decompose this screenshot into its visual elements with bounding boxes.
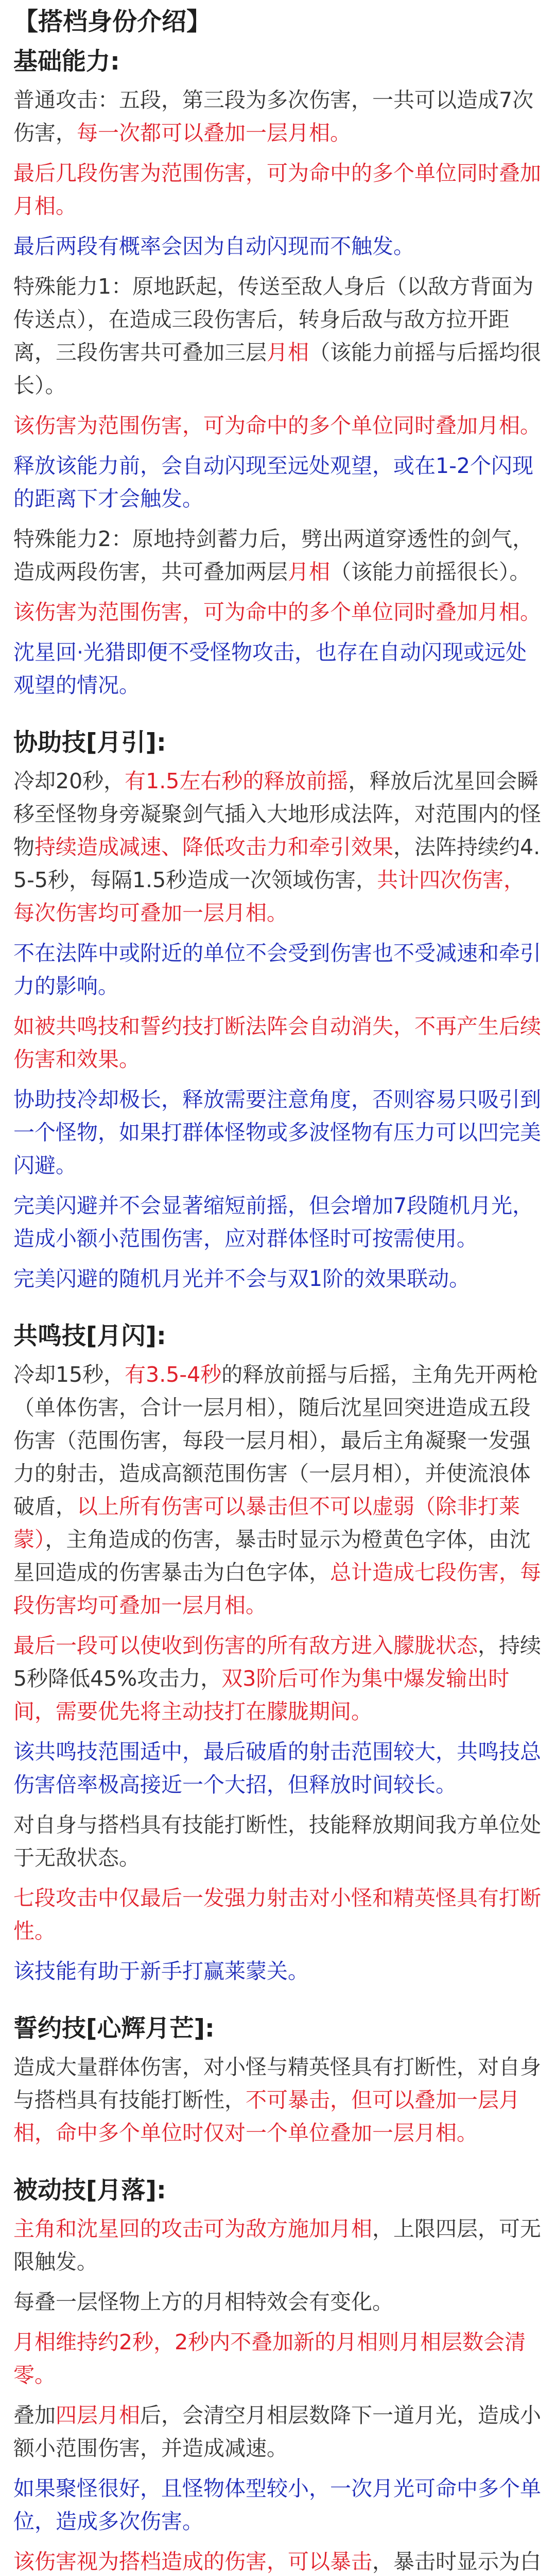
- section: [13, 1320, 543, 1988]
- highlight-red-text: 最后一段可以使收到伤害的所有敌方进入朦胧状态: [13, 1633, 478, 1658]
- highlight-red-text: 不可暴击，但可以叠加一层月相，命中多个单位时仅对一个单位叠加一层月相。: [13, 2088, 520, 2145]
- body-text: 对自身与搭档具有技能打断性，技能释放期间我方单位处于无敌状态。: [13, 1812, 541, 1870]
- paragraph: [13, 937, 543, 1003]
- paragraph: [13, 1629, 543, 1728]
- body-text: 特殊能力1：原地跃起，传送至敌人身后（以敌方背面为传送点），在造成三段伤害后，转身后敌与敌方拉开距离，三段伤害共可叠加三层: [13, 274, 534, 365]
- paragraph: [13, 1358, 543, 1622]
- highlight-blue-text: 该共鸣技范围适中，最后破盾的射击范围较大，共鸣技总伤害倍率极高接近一个大招，但释放时间较长。: [13, 1739, 541, 1797]
- highlight-red-text: 以上所有伤害可以暴击但不可以虚弱（除非打莱蒙）: [13, 1494, 520, 1552]
- paragraph: [13, 2545, 543, 2576]
- highlight-red-text: 有1.5左右秒的释放前摇: [125, 769, 349, 793]
- highlight-red-text: 有3.5-4秒: [125, 1362, 222, 1387]
- paragraph: [13, 230, 543, 263]
- sections-container: [13, 45, 543, 2576]
- body-text: ，释放后沈星回会瞬移至怪物身旁凝聚剑气插入大地形成法阵，对范围内的怪物: [13, 769, 541, 859]
- paragraph: [13, 1735, 543, 1801]
- highlight-blue-text: 最后两段有概率会因为自动闪现而不触发。: [13, 234, 414, 259]
- paragraph: [13, 1010, 543, 1076]
- section: [13, 45, 543, 702]
- body-text: 叠加: [13, 2403, 56, 2428]
- section-title: 被动技[月落]:: [13, 2176, 166, 2205]
- section: [13, 726, 543, 1295]
- section: [13, 2012, 543, 2149]
- highlight-red-text: 月相: [288, 560, 330, 584]
- paragraph: [13, 1262, 543, 1295]
- highlight-red-text: 该伤害为范围伤害，可为命中的多个单位同时叠加月相。: [13, 600, 541, 624]
- paragraph: [13, 1882, 543, 1947]
- paragraph: [13, 1083, 543, 1182]
- highlight-blue-text: 释放该能力前，会自动闪现至远处观望，或在1-2个闪现的距离下才会触发。: [13, 453, 533, 511]
- paragraph: [13, 409, 543, 442]
- body-text: ，暴击时显示为白: [372, 2549, 541, 2574]
- body-text: ，持续5秒降低45%攻击力，: [13, 1633, 541, 1691]
- highlight-blue-text: 完美闪避并不会显著缩短前摇，但会增加7段随机月光，造成小额小范围伤害，应对群体怪时可按需使用。: [13, 1193, 534, 1251]
- body-text: 冷却15秒，: [13, 1362, 125, 1387]
- highlight-red-text: 该伤害视为搭档造成的伤害，可以暴击: [13, 2549, 372, 2574]
- highlight-red-text: 如被共鸣技和誓约技打断法阵会自动消失，不再产生后续伤害和效果。: [13, 1014, 541, 1072]
- body-text: 特殊能力2：原地持剑蓄力后，劈出两道穿透性的剑气，造成两段伤害，共可叠加两层: [13, 527, 534, 584]
- body-text: 普通攻击：五段，第三段为多次伤害，一共可以造成7次伤害，: [13, 88, 534, 145]
- highlight-blue-text: 沈星回·光猎即便不受怪物攻击，也存在自动闪现或远处观望的情况。: [13, 640, 527, 698]
- highlight-blue-text: 如果聚怪很好，且怪物体型较小，一次月光可命中多个单位，造成多次伤害。: [13, 2476, 541, 2534]
- body-text: （该能力前摇很长）。: [330, 560, 531, 584]
- paragraph: [13, 1808, 543, 1874]
- paragraph: [13, 636, 543, 702]
- paragraph: [13, 83, 543, 149]
- highlight-red-text: 月相: [267, 340, 309, 365]
- paragraph: [13, 2050, 543, 2149]
- highlight-red-text: 双3阶后可作为集中爆发输出时间，需要优先将主动技打在朦胧期间。: [13, 1666, 510, 1724]
- highlight-red-text: 四层月相: [56, 2403, 140, 2428]
- body-text: ，法阵持续约4.5-5秒，每隔1.5秒造成一次领域伤害，: [13, 835, 541, 892]
- paragraph: [13, 2326, 543, 2392]
- body-text: ，上限四层，可无限触发。: [13, 2216, 541, 2274]
- highlight-red-text: 主角和沈星回的攻击可为敌方施加月相: [13, 2216, 372, 2241]
- paragraph: [13, 1189, 543, 1255]
- paragraph: [13, 449, 543, 515]
- body-text: 后，会清空月相层数降下一道月光，造成小额小范围伤害，并造成减速。: [13, 2403, 541, 2461]
- section: [13, 2174, 543, 2576]
- highlight-red-text: 最后几段伤害为范围伤害，可为命中的多个单位同时叠加月相。: [13, 161, 541, 218]
- paragraph: [13, 157, 543, 223]
- paragraph: [13, 522, 543, 588]
- section-title: 誓约技[心辉月芒]:: [13, 2014, 215, 2043]
- body-text: 每叠一层怪物上方的月相特效会有变化。: [13, 2290, 393, 2314]
- paragraph: [13, 1955, 543, 1988]
- section-title: 基础能力:: [13, 47, 120, 76]
- document-title: 【搭档身份介绍】: [13, 7, 212, 36]
- highlight-blue-text: 不在法阵中或附近的单位不会受到伤害也不受减速和牵引力的影响。: [13, 941, 541, 998]
- paragraph: [13, 765, 543, 929]
- section-title: 共鸣技[月闪]:: [13, 1322, 166, 1350]
- highlight-blue-text: 完美闪避的随机月光并不会与双1阶的效果联动。: [13, 1266, 471, 1291]
- paragraph: [13, 2399, 543, 2465]
- body-text: 的释放前摇与后摇，主角先开两枪（单体伤害，合计一层月相），随后沈星回突进造成五段伤害（范围伤害，每段一层月相），最后主角凝聚一发强力的射击，造成高额范围伤害（一层月相），并使流浪体破盾，: [13, 1362, 538, 1519]
- body-text: 造成大量群体伤害，对小怪与精英怪具有打断性，对自身与搭档具有技能打断性，: [13, 2055, 541, 2112]
- highlight-red-text: 共计四次伤害，每次伤害均可叠加一层月相。: [13, 868, 525, 925]
- highlight-red-text: 月相维持约2秒，2秒内不叠加新的月相则月相层数会清零。: [13, 2330, 526, 2387]
- highlight-blue-text: 该技能有助于新手打赢莱蒙关。: [13, 1959, 309, 1984]
- highlight-red-text: 该伤害为范围伤害，可为命中的多个单位同时叠加月相。: [13, 413, 541, 438]
- paragraph: [13, 596, 543, 629]
- paragraph: [13, 270, 543, 402]
- highlight-blue-text: 协助技冷却极长，释放需要注意角度，否则容易只吸引到一个怪物，如果打群体怪物或多波怪物有压力可以凹完美闪避。: [13, 1087, 541, 1178]
- body-text: （该能力前摇与后摇均很长）。: [13, 340, 541, 398]
- body-text: ，主角造成的伤害，暴击时显示为橙黄色字体，由沈星回造成的伤害暴击为白色字体，: [13, 1527, 531, 1585]
- highlight-red-text: 持续造成减速、降低攻击力和牵引效果: [34, 835, 393, 859]
- highlight-red-text: 总计造成七段伤害，每段伤害均可叠加一层月相。: [13, 1560, 541, 1618]
- highlight-red-text: 七段攻击中仅最后一发强力射击对小怪和精英怪具有打断性。: [13, 1886, 541, 1943]
- paragraph: [13, 2212, 543, 2278]
- paragraph: [13, 2285, 543, 2318]
- body-text: 冷却20秒，: [13, 769, 125, 793]
- highlight-red-text: 每一次都可以叠加一层月相。: [77, 121, 351, 145]
- paragraph: [13, 2472, 543, 2538]
- section-title: 协助技[月引]:: [13, 728, 166, 757]
